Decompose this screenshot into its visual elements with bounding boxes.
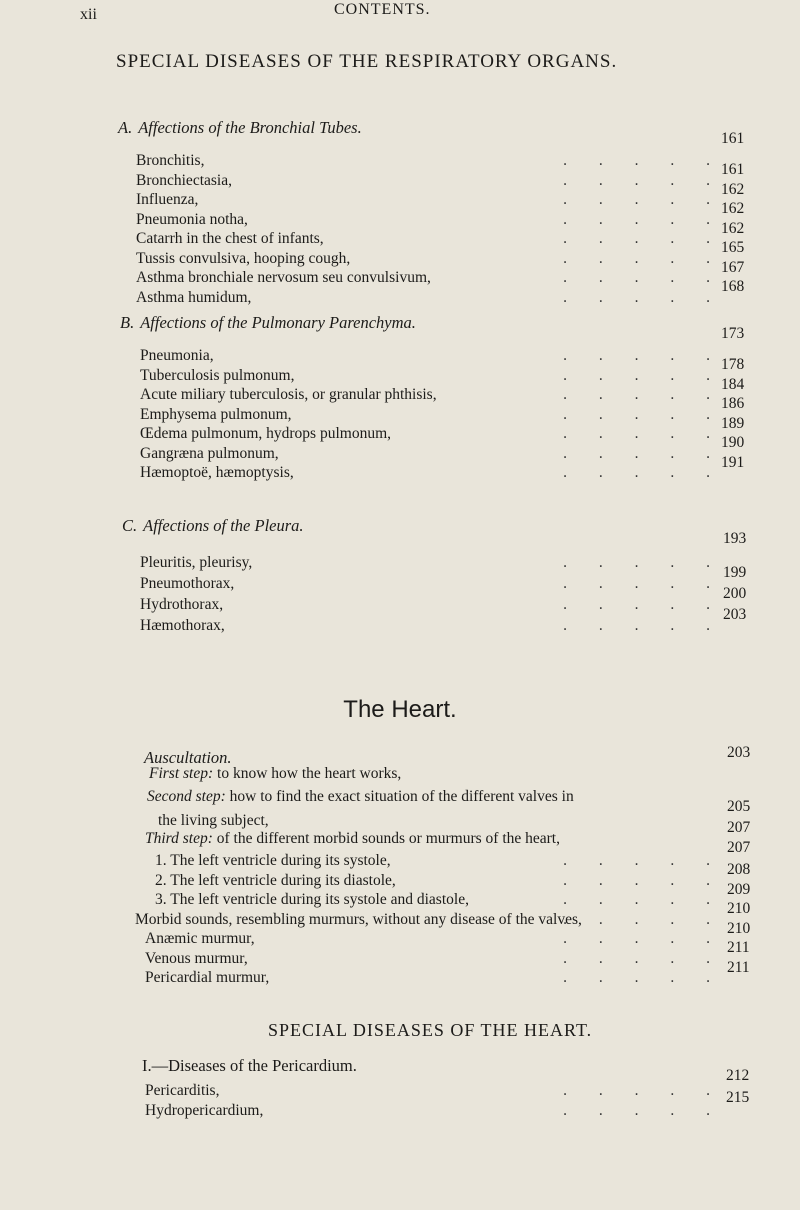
leader-dots: . . . . . [563,405,724,423]
toc-entry [0,1100,800,1122]
leader-dots: . . . . . [563,554,724,571]
toc-entry-page: 178 [721,356,745,373]
toc-entry-page: 186 [721,395,745,412]
pericardium-page: 212 [726,1067,750,1084]
auscultation-heading: Auscultation. [144,748,232,767]
toc-entry [0,1080,800,1102]
toc-entry-page: 162 [721,180,745,198]
toc-entry-label: Œdema pulmonum, hydrops pulmonum, [140,425,392,442]
leader-dots: . . . . . [563,288,724,306]
auscultation-page: 203 [727,744,751,761]
toc-entry [0,573,800,595]
third-step-page: 207 [727,839,751,856]
toc-entry [0,287,800,309]
toc-entry-page: 161 [721,161,745,178]
leader-dots: . . . . . [563,464,724,481]
leader-dots: . . . . . [563,386,724,403]
toc-entry [0,594,800,616]
second-step-label: Second step: [147,788,226,805]
toc-entry-label: 1. The left ventricle during its systole, [155,852,391,869]
toc-entry-label: Pneumonia notha, [136,210,248,228]
toc-entry [0,462,800,484]
leader-dots: . . . . . [563,210,724,228]
section-b-letter: B. [120,313,135,332]
toc-entry-page: 184 [721,375,745,393]
running-title: CONTENTS. [334,1,431,18]
leader-dots: . . . . . [563,1082,724,1099]
leader-dots: . . . . . [563,366,724,384]
third-step-text: of the different morbid sounds or murmurs of the heart, [216,830,560,847]
pericardium-heading [142,1056,357,1076]
leader-dots: . . . . . [563,152,724,169]
leader-dots: . . . . . [563,596,724,613]
toc-entry-page: 208 [727,861,751,878]
first-step [0,763,800,785]
section-c-letter: C. [122,516,138,535]
toc-entry-page: 168 [721,278,745,295]
leader-dots: . . . . . [563,949,724,967]
special-heart-title: SPECIAL DISEASES OF THE HEART. [268,1020,593,1040]
toc-entry-label: Morbid sounds, resembling murmurs, without any disease of the valves, [135,910,582,928]
toc-entry-page: 211 [727,939,750,956]
leader-dots: . . . . . [563,230,724,247]
toc-entry-label: Hydropericardium, [145,1102,264,1119]
toc-entry-label: Tussis convulsiva, hooping cough, [136,249,351,267]
toc-entry-label: Pneumonia, [140,347,214,364]
toc-entry-label: Pneumothorax, [140,575,235,592]
toc-entry-label: Acute miliary tuberculosis, or granular phthisis, [140,386,437,403]
leader-dots: . . . . . [563,171,724,189]
section-a-title-page: 161 [721,130,745,147]
leader-dots: . . . . . [563,617,724,634]
section-c-heading [122,516,304,536]
leader-dots: . . . . . [563,444,724,462]
toc-entry-label: Catarrh in the chest of infants, [136,230,324,247]
section-a-heading [118,118,362,138]
leader-dots: . . . . . [563,269,724,286]
third-step [0,828,800,850]
toc-entry-page: 211 [727,958,750,976]
toc-entry-label: 3. The left ventricle during its systole and diastole, [155,891,469,908]
toc-entry-page: 167 [721,258,745,276]
first-step-label: First step: [149,765,214,782]
toc-entry-label: Gangræna pulmonum, [140,444,279,462]
leader-dots: . . . . . [563,191,724,208]
toc-entry [0,615,800,637]
toc-entry-label: Emphysema pulmonum, [140,405,292,423]
toc-entry-label: Anæmic murmur, [145,930,255,947]
leader-dots: . . . . . [563,575,724,592]
leader-dots: . . . . . [563,891,724,908]
second-step-page: 205 [727,798,751,815]
second-step [0,786,800,808]
toc-entry-label: Bronchitis, [136,152,205,169]
second-step-continued: the living subject, [158,812,269,829]
toc-entry-label: Hæmothorax, [140,617,225,634]
leader-dots: . . . . . [563,249,724,267]
section-a-letter: A. [118,118,133,137]
section-c-title: Affections of the Pleura. [143,516,304,535]
toc-entry [0,967,800,989]
heart-title: The Heart. [343,696,457,723]
toc-entry-page: 165 [721,239,745,256]
toc-entry-label: Asthma bronchiale nervosum seu convulsivum, [136,269,431,286]
toc-entry-label: Asthma humidum, [136,288,252,306]
section-b-title-page: 173 [721,325,745,342]
second-step-cont-page: 207 [727,819,751,836]
leader-dots: . . . . . [563,969,724,986]
toc-entry-label: Influenza, [136,191,199,208]
toc-entry [0,552,800,574]
first-step-text: to know how the heart works, [217,765,402,782]
second-step-text: how to find the exact situation of the different valves in [229,788,574,805]
section-a-title: Affections of the Bronchial Tubes. [138,118,362,137]
toc-entry-label: Pericarditis, [145,1082,220,1099]
leader-dots: . . . . . [563,910,724,928]
toc-entry-page: 200 [723,585,747,602]
toc-entry-label: Hæmoptoë, hæmoptysis, [140,464,294,481]
section-b-title: Affections of the Pulmonary Parenchyma. [140,313,416,332]
main-title: SPECIAL DISEASES OF THE RESPIRATORY ORGANS. [116,51,618,72]
toc-entry-page: 191 [721,453,745,471]
toc-entry-label: Pericardial murmur, [145,969,270,986]
toc-entry-label: 2. The left ventricle during its diastole, [155,871,396,889]
toc-entry-page: 199 [723,564,747,581]
leader-dots: . . . . . [563,852,724,869]
toc-entry-label: Venous murmur, [145,949,248,967]
toc-entry-page: 215 [726,1089,750,1106]
toc-entry-label: Hydrothorax, [140,596,224,613]
toc-entry-page: 162 [721,200,745,217]
toc-entry-page: 162 [721,219,745,237]
toc-entry-page: 190 [721,434,745,451]
toc-entry-label: Bronchiectasia, [136,171,232,189]
leader-dots: . . . . . [563,930,724,947]
leader-dots: . . . . . [563,347,724,364]
toc-entry-label: Tuberculosis pulmonum, [140,366,295,384]
toc-entry-page: 210 [727,900,751,917]
toc-entry-page: 189 [721,414,745,432]
page-number: xii [80,6,97,23]
leader-dots: . . . . . [563,425,724,442]
leader-dots: . . . . . [563,871,724,889]
toc-entry-page: 209 [727,880,751,898]
section-b-heading [120,313,416,333]
toc-entry-page: 203 [723,606,747,623]
leader-dots: . . . . . [563,1102,724,1119]
toc-entry-page: 210 [727,919,751,937]
toc-entry-label: Pleuritis, pleurisy, [140,554,253,571]
section-c-title-page: 193 [723,530,747,547]
pericardium-title: I.—Diseases of the Pericardium. [142,1056,357,1075]
third-step-label: Third step: [145,830,213,847]
